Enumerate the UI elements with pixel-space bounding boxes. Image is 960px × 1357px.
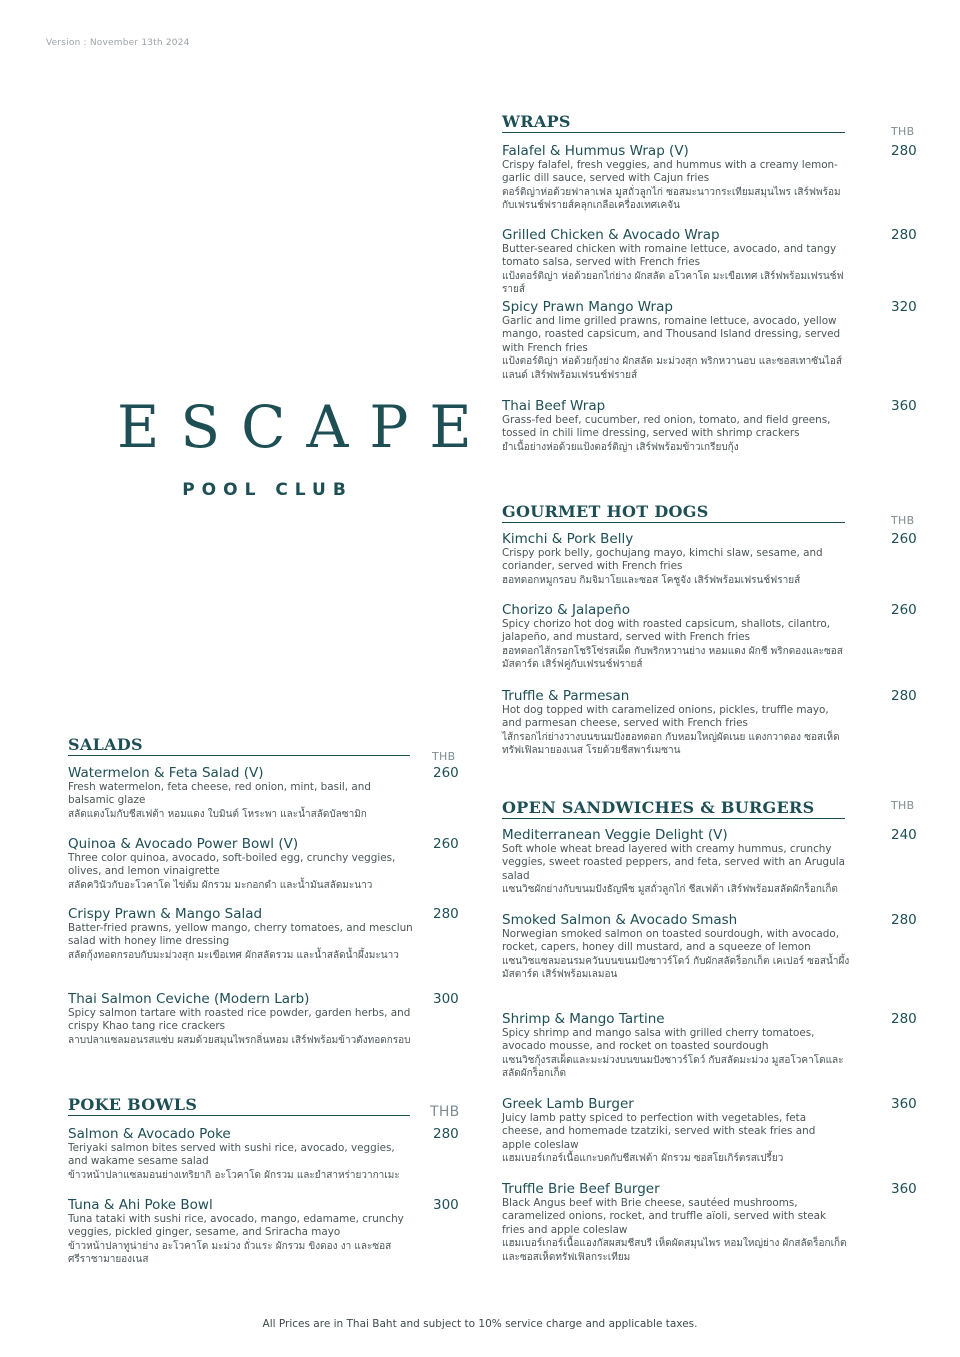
menu-item-price: 280 — [891, 227, 917, 243]
menu-item — [502, 827, 931, 897]
menu-item-name: Greek Lamb Burger — [502, 1096, 634, 1112]
menu-item-name: Truffle & Parmesan — [502, 688, 630, 704]
menu-item-name: Kimchi & Pork Belly — [502, 531, 634, 547]
section-header — [68, 728, 473, 763]
menu-item-price: 320 — [891, 299, 917, 315]
menu-item-thai-description: ฮอทดอกไส้กรอกโชริโซ่รสเผ็ด กับพริกหวานย่าง หอมแดง ผักชี พริกดองและซอสมัสตาร์ด เสิร์ฟคู่กับเฟรนช์ฟรายส์ — [502, 645, 843, 671]
section-salads — [68, 728, 473, 1046]
menu-item — [502, 688, 931, 758]
menu-item-price: 280 — [433, 1126, 459, 1142]
section-header — [502, 791, 931, 821]
menu-item-thai-description: สลัดควินัวกับอะโวคาโด ไข่ต้ม ผักรวม มะกอกดำ และน้ำมันสลัดมะนาว — [68, 879, 373, 891]
menu-item-name: Chorizo & Jalapeño — [502, 602, 630, 618]
menu-item-name: Spicy Prawn Mango Wrap — [502, 299, 673, 315]
menu-item-thai-description: ลาบปลาแซลมอนรสแซ่บ ผสมด้วยสมุนไพรกลิ่นหอม เสิร์ฟพร้อมข้าวตังทอดกรอบ — [68, 1034, 411, 1046]
menu-item-thai-description: แป้งตอร์ติญ่า ห่อด้วยกุ้งย่าง ผักสลัด มะม่วงสุก พริกหวานอบ และซอสเทาซันไอส์แลนด์ เสิร์ฟพร้อมเฟรนช์ฟรายส์ — [502, 356, 843, 381]
menu-item — [68, 836, 473, 892]
section-title: SALADS — [68, 735, 143, 754]
brand-subtitle: POOL CLUB — [182, 480, 353, 500]
menu-item-name: Truffle Brie Beef Burger — [502, 1181, 660, 1197]
section-divider — [502, 818, 845, 819]
menu-item-thai-description: แซนวิชผักย่างกับขนมปังธัญพืช มูสถั่วลูกไก่ ชีสเฟต้า เสิร์ฟพร้อมสลัดผักร็อกเก็ต — [502, 884, 838, 896]
menu-item — [502, 227, 931, 297]
menu-item-price: 280 — [433, 906, 459, 922]
section-sandwiches — [502, 791, 931, 1263]
menu-item-thai-description: แซนวิชแซลมอนรมควันบนขนมปังซาวร์โดว์ กับผักสลัดร็อกเก็ต เคเปอร์ ซอสน้ำผึ้งมัสตาร์ด เสิร์ฟพร้อมเลมอน — [502, 955, 850, 981]
menu-item-price: 260 — [433, 765, 459, 781]
currency-label: THB — [891, 514, 915, 527]
section-title: POKE BOWLS — [68, 1095, 198, 1114]
menu-item — [502, 1181, 931, 1264]
section-divider — [68, 755, 410, 756]
section-header — [502, 105, 931, 138]
menu-item — [502, 912, 931, 982]
menu-item-thai-description: ตอร์ติญ่าห่อด้วยฟาลาเฟล มูสถั่วลูกไก่ ซอสมะนาวกระเทียมสมุนไพร เสิร์ฟพร้อมกับเฟรนช์ฟรายส์คลุกเกลือเครื่องเทศเคจัน — [502, 186, 841, 212]
menu-item — [502, 602, 931, 672]
menu-item — [502, 1011, 931, 1081]
menu-item-name: Grilled Chicken & Avocado Wrap — [502, 227, 720, 243]
menu-item — [502, 143, 931, 213]
menu-item-description: Crispy falafel, fresh veggies, and hummus with a creamy lemon-garlic dill sauce, served with Cajun fries — [502, 159, 838, 185]
menu-item-name: Smoked Salmon & Avocado Smash — [502, 912, 738, 928]
menu-item-name: Tuna & Ahi Poke Bowl — [68, 1197, 213, 1213]
section-wraps — [502, 105, 931, 453]
menu-item-description: Soft whole wheat bread layered with creamy hummus, crunchy veggies, sweet roasted peppers, and feta, served with an Arugula salad — [502, 843, 845, 882]
menu-item-name: Thai Beef Wrap — [502, 398, 606, 414]
menu-item-description: Juicy lamb patty spiced to perfection with vegetables, feta cheese, and homemade tzatziki, served with steak fries and apple coleslaw — [502, 1112, 816, 1151]
menu-item-description: Teriyaki salmon bites served with sushi rice, avocado, veggies, and wakame sesame salad — [68, 1142, 395, 1168]
menu-item-name: Watermelon & Feta Salad (V) — [68, 765, 264, 781]
section-divider — [502, 132, 845, 133]
menu-item-name: Quinoa & Avocado Power Bowl (V) — [68, 836, 299, 852]
section-poke — [68, 1088, 473, 1266]
menu-item-description: Batter-fried prawns, yellow mango, cherry tomatoes, and mesclun salad with honey lime dressing — [68, 922, 413, 948]
section-divider — [502, 522, 845, 523]
menu-item-description: Garlic and lime grilled prawns, romaine lettuce, avocado, yellow mango, roasted capsicum, and Thousand Island dressing, served with French fries — [502, 315, 841, 354]
menu-item-thai-description: ฮอทดอกหมูกรอบ กิมจิมาโยและซอส โคชูจัง เสิร์ฟพร้อมเฟรนช์ฟรายส์ — [502, 574, 801, 586]
menu-item-price: 260 — [433, 836, 459, 852]
menu-item-description: Black Angus beef with Brie cheese, sautéed mushrooms, caramelized onions, rocket, and truffle aïoli, served with steak fries and apple coleslaw — [502, 1197, 827, 1236]
menu-item-description: Spicy shrimp and mango salsa with grilled cherry tomatoes, avocado mousse, and rocket on toasted sourdough — [502, 1027, 815, 1053]
menu-item-thai-description: แฮมเบอร์เกอร์เนื้อแองกัสผสมชีสบรี เห็ดผัดสมุนไพร หอมใหญ่ย่าง ผักสลัดร็อกเก็ต และซอสเห็ดทรัฟเฟิลกระเทียม — [502, 1238, 847, 1263]
menu-item-name: Salmon & Avocado Poke — [68, 1126, 231, 1142]
menu-item-price: 280 — [891, 912, 917, 928]
menu-item-thai-description: สลัดแตงโมกับชีสเฟต้า หอมแดง ใบมินต์ โหระพา และน้ำสลัดบัลซามิก — [68, 808, 367, 820]
menu-item-price: 260 — [891, 602, 917, 618]
menu-item-name: Mediterranean Veggie Delight (V) — [502, 827, 728, 843]
brand-name: ESCAPE — [117, 393, 493, 461]
menu-item-price: 360 — [891, 1181, 917, 1197]
menu-item-thai-description: ข้าวหน้าปลาแซลมอนย่างเทริยากิ อะโวคาโด ผักรวม และยำสาหร่ายวากาเมะ — [68, 1169, 400, 1181]
menu-item-thai-description: แซนวิชกุ้งรสเผ็ดและมะม่วงบนขนมปังซาวร์โดว์ กับสลัดมะม่วง มูสอโวคาโดและสลัดผักร็อกเก็ต — [502, 1054, 844, 1080]
menu-item-description: Norwegian smoked salmon on toasted sourdough, with avocado, rocket, capers, honey dill mustard, and a squeeze of lemon — [502, 928, 840, 954]
menu-item-thai-description: แฮมเบอร์เกอร์เนื้อแกะบดกับชีสเฟต้า ผักรวม ซอสโยเกิร์ตรสเปรี้ยว — [502, 1153, 784, 1165]
menu-item-price: 240 — [891, 827, 917, 843]
menu-item — [68, 765, 473, 821]
currency-label: THB — [891, 125, 915, 138]
menu-item-price: 360 — [891, 1096, 917, 1112]
menu-item — [502, 299, 931, 382]
footer-note: All Prices are in Thai Baht and subject to 10% service charge and applicable taxes. — [262, 1318, 698, 1330]
menu-item-description: Three color quinoa, avocado, soft-boiled egg, crunchy veggies, olives, and lemon vinaigrette — [68, 852, 396, 878]
currency-label: THB — [432, 750, 456, 763]
menu-item-name: Shrimp & Mango Tartine — [502, 1011, 665, 1027]
section-title: GOURMET HOT DOGS — [502, 502, 709, 521]
section-divider — [68, 1115, 410, 1116]
menu-item-description: Spicy salmon tartare with roasted rice powder, garden herbs, and crispy Khao tang rice crackers — [68, 1007, 411, 1033]
version-label: Version : November 13th 2024 — [46, 38, 190, 48]
menu-item — [68, 991, 473, 1047]
menu-item-description: Tuna tataki with sushi rice, avocado, mango, edamame, crunchy veggies, pickled ginger, sesame, and Sriracha mayo — [68, 1213, 404, 1239]
section-hotdogs — [502, 495, 931, 757]
menu-item-price: 300 — [433, 1197, 459, 1213]
menu-item-thai-description: ยำเนื้อย่างห่อด้วยแป้งตอร์ติญ่า เสิร์ฟพร้อมข้าวเกรียบกุ้ง — [502, 441, 739, 453]
section-title: OPEN SANDWICHES & BURGERS — [502, 798, 815, 817]
menu-item-description: Spicy chorizo hot dog with roasted capsicum, shallots, cilantro, jalapeño, and mustard, served with French fries — [502, 618, 831, 644]
menu-item-name: Thai Salmon Ceviche (Modern Larb) — [68, 991, 310, 1007]
brand-logo — [96, 393, 493, 500]
menu-item-price: 280 — [891, 1011, 917, 1027]
section-title: WRAPS — [502, 112, 571, 131]
menu-item-description: Crispy pork belly, gochujang mayo, kimchi slaw, sesame, and coriander, served with French fries — [502, 547, 823, 573]
menu-item — [68, 1197, 473, 1267]
menu-item — [502, 1096, 931, 1166]
menu-item-price: 360 — [891, 398, 917, 414]
menu-item — [68, 1126, 473, 1182]
menu-item-description: Butter-seared chicken with romaine lettuce, avocado, and tangy tomato salsa, served with French fries — [502, 243, 837, 269]
menu-item — [68, 906, 473, 962]
menu-item-description: Grass-fed beef, cucumber, red onion, tomato, and field greens, tossed in chili lime dressing, served with shrimp crackers — [502, 414, 831, 440]
menu-item-price: 260 — [891, 531, 917, 547]
currency-label: THB — [891, 799, 915, 812]
currency-label: THB — [430, 1104, 460, 1120]
menu-item-price: 300 — [433, 991, 459, 1007]
menu-item-price: 280 — [891, 143, 917, 159]
menu-item — [502, 398, 931, 454]
menu-item-thai-description: สลัดกุ้งทอดกรอบกับมะม่วงสุก มะเขือเทศ ผักสลัดรวม และน้ำสลัดน้ำผึ้งมะนาว — [68, 949, 399, 961]
menu-item-thai-description: ไส้กรอกไก่ย่างวางบนขนมปังฮอทดอก กับหอมใหญ่ผัดเนย แตงกวาดอง ซอสเห็ดทรัฟเฟิลมายองเนส โรยด้วยชีสพาร์เมซาน — [502, 731, 840, 757]
menu-item-thai-description: แป้งตอร์ติญ่า ห่อด้วยอกไก่ย่าง ผักสลัด อโวคาโด มะเขือเทศ เสิร์ฟพร้อมเฟรนช์ฟรายส์ — [502, 270, 844, 296]
menu-item-thai-description: ข้าวหน้าปลาทูน่าย่าง อะโวคาโด มะม่วง ถั่วแระ ผักรวม ขิงดอง งา และซอสศรีราชามายองเนส — [68, 1240, 392, 1266]
section-header — [502, 495, 931, 525]
menu-item-price: 280 — [891, 688, 917, 704]
menu-item — [502, 531, 931, 587]
menu-item-description: Hot dog topped with caramelized onions, pickles, truffle mayo, and parmesan cheese, served with French fries — [502, 704, 829, 730]
menu-item-description: Fresh watermelon, feta cheese, red onion, mint, basil, and balsamic glaze — [68, 781, 371, 807]
menu-item-name: Falafel & Hummus Wrap (V) — [502, 143, 689, 159]
section-header — [68, 1088, 473, 1118]
menu-item-name: Crispy Prawn & Mango Salad — [68, 906, 263, 922]
